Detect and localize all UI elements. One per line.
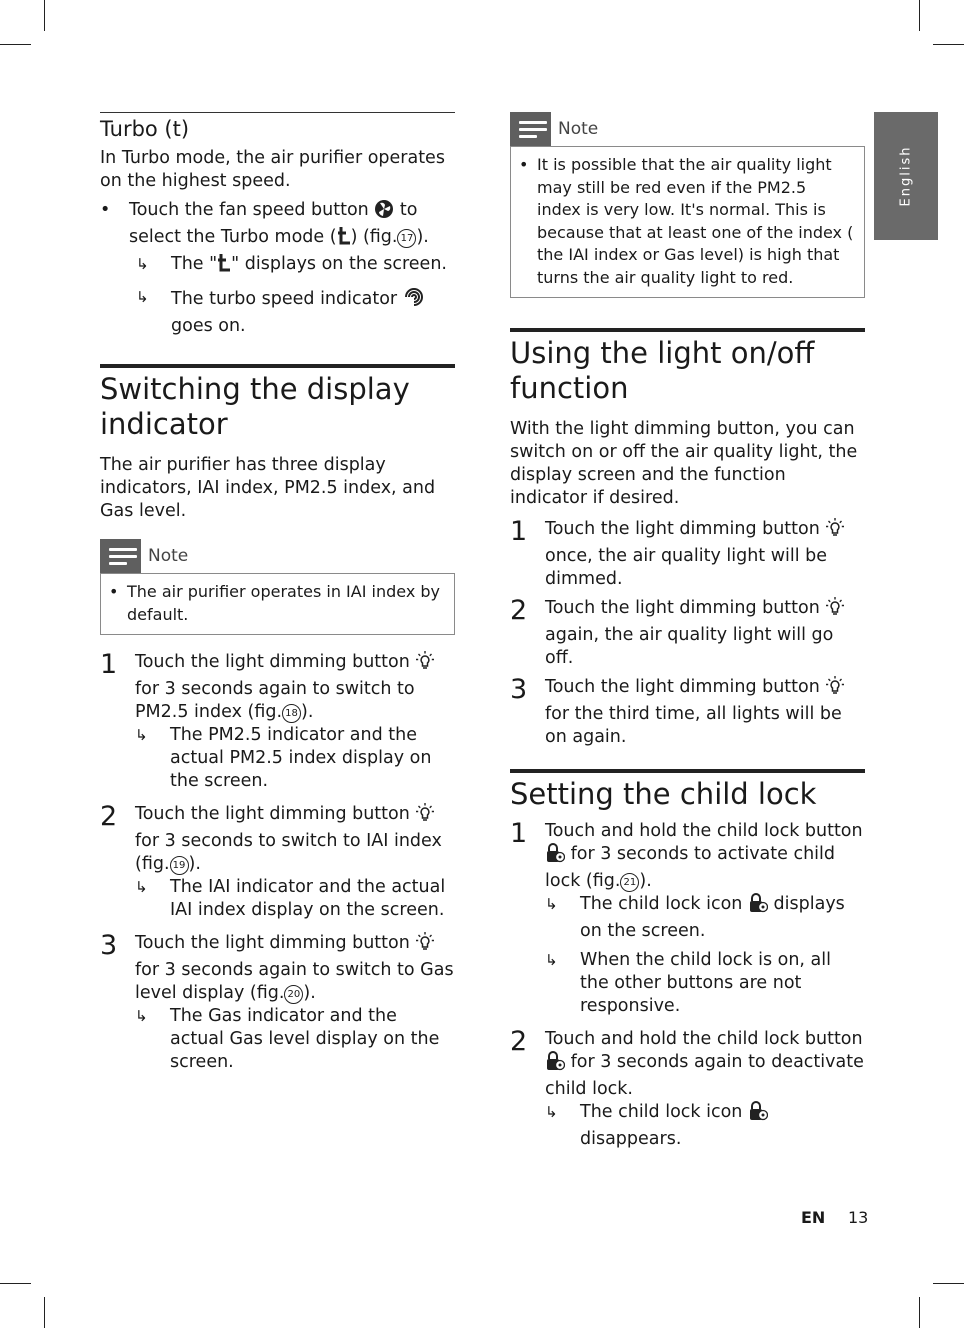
right-column [510, 112, 865, 1151]
lock-icon [545, 843, 565, 870]
turbo-bullet-text: ). [416, 227, 429, 247]
turbo-bullet-text: Touch the fan speed button [129, 200, 369, 220]
fig-number: 19 [170, 856, 189, 875]
turbo-speed-icon [403, 286, 425, 315]
result-text: The child lock icon [580, 1102, 743, 1122]
arrow-marker: ↳ [135, 1007, 148, 1025]
turbo-bullet-text: ) (fig. [350, 227, 398, 247]
step-text: Touch the light dimming button [135, 652, 410, 672]
step-text: for 3 seconds to activate child lock (fig. [545, 844, 836, 891]
crop-mark [44, 1297, 45, 1328]
display-intro: The air purifier has three display indicators, IAI index, PM2.5 index, and Gas level. [100, 455, 436, 521]
child-result [545, 893, 865, 943]
step-text: ). [639, 871, 652, 891]
step-text: Touch the light dimming button [545, 598, 820, 618]
arrow-marker: ↳ [135, 878, 148, 896]
arrow-marker: ↳ [545, 895, 558, 913]
light-step [510, 597, 865, 670]
light-dimming-icon [415, 803, 435, 830]
step-text: Touch the light dimming button [135, 804, 410, 824]
turbo-result-1 [100, 253, 455, 280]
note-icon [100, 539, 141, 573]
step-text: ). [188, 854, 201, 874]
step-number: 3 [100, 930, 118, 961]
result-text: " displays on the screen. [231, 254, 447, 274]
light-steps [510, 518, 865, 749]
step-text: for 3 seconds again to deactivate child lock. [545, 1052, 864, 1099]
light-step [510, 518, 865, 591]
language-tab-label: English [898, 145, 914, 207]
step-result [135, 724, 455, 793]
child-step-1 [510, 820, 865, 1018]
language-tab [874, 112, 938, 240]
light-dimming-icon [415, 651, 435, 678]
step-number: 1 [510, 818, 528, 849]
turbo-intro: In Turbo mode, the air purifier operates on the highest speed. [100, 148, 445, 191]
fig-number: 17 [397, 229, 416, 248]
note-icon [510, 112, 551, 146]
step-text: ). [301, 702, 314, 722]
note-item-text: It is possible that the air quality light may still be red even if the PM2.5 index is very low. It's normal. This is because that at least one of the index ( the IAI index or Gas level) is high that turns the air quality light to red. [537, 155, 854, 287]
turbo-t-icon [217, 253, 231, 280]
light-dimming-icon [825, 676, 845, 703]
crop-mark [919, 1297, 920, 1328]
note-item [519, 154, 854, 289]
bullet-marker: • [519, 155, 529, 174]
child-result [545, 949, 865, 1018]
lock-icon [748, 893, 768, 920]
display-steps [100, 651, 455, 1074]
light-step [510, 676, 865, 749]
light-heading: Using the light on/off function [510, 328, 865, 406]
fan-icon [374, 199, 394, 226]
result-text: The turbo speed indicator [171, 289, 398, 309]
light-dimming-icon [825, 597, 845, 624]
display-step [100, 803, 455, 922]
step-number: 1 [510, 516, 528, 547]
result-text: The PM2.5 indicator and the actual PM2.5 index display on the screen. [170, 725, 432, 791]
display-note [100, 539, 455, 635]
turbo-t-icon [337, 226, 351, 253]
result-text: The Gas indicator and the actual Gas level display on the screen. [170, 1006, 440, 1072]
arrow-marker: ↳ [545, 951, 558, 969]
step-result [135, 1005, 455, 1074]
footer-lang: EN [801, 1208, 826, 1227]
crop-mark [0, 1283, 31, 1284]
crop-mark [919, 0, 920, 31]
crop-mark [0, 44, 31, 45]
crop-mark [933, 44, 964, 45]
page-number: 13 [848, 1208, 869, 1227]
note-item [109, 581, 444, 626]
result-text: When the child lock is on, all the other buttons are not responsive. [580, 950, 832, 1016]
fig-number: 21 [620, 873, 639, 892]
light-intro: With the light dimming button, you can switch on or off the air quality light, the display screen and the function indicator if desired. [510, 419, 858, 508]
child-heading: Setting the child lock [510, 769, 865, 812]
step-number: 3 [510, 674, 528, 705]
arrow-marker: ↳ [545, 1103, 558, 1121]
result-text: The " [171, 254, 218, 274]
left-column [100, 112, 455, 1074]
step-text: for the third time, all lights will be on again. [545, 704, 842, 747]
result-text: disappears. [580, 1129, 682, 1149]
bullet-marker: • [109, 582, 119, 601]
note-box [510, 146, 865, 298]
step-text: Touch and hold the child lock button [545, 1029, 863, 1049]
note-label: Note [148, 546, 189, 566]
step-text: ). [303, 983, 316, 1003]
turbo-heading: Turbo (t) [100, 112, 455, 141]
step-text: once, the air quality light will be dimmed. [545, 546, 828, 589]
note-label: Note [558, 119, 599, 139]
light-dimming-icon [825, 518, 845, 545]
lock-icon [748, 1101, 768, 1128]
child-result [545, 1101, 865, 1151]
step-text: Touch the light dimming button [545, 677, 820, 697]
step-text: for 3 seconds again to switch to PM2.5 index (fig. [135, 679, 415, 722]
arrow-marker: ↳ [135, 726, 148, 744]
step-number: 2 [510, 1026, 528, 1057]
step-text: for 3 seconds to switch to IAI index (fig. [135, 831, 442, 874]
step-result [135, 876, 455, 922]
fig-number: 20 [284, 985, 303, 1004]
step-number: 1 [100, 649, 118, 680]
result-text: goes on. [171, 316, 246, 336]
display-step [100, 932, 455, 1074]
light-dimming-icon [415, 932, 435, 959]
step-text: Touch and hold the child lock button [545, 821, 863, 841]
turbo-bullet-text: to select the Turbo mode ( [129, 200, 418, 247]
bullet-marker: • [100, 200, 111, 220]
result-text: displays on the screen. [580, 894, 845, 941]
step-text: again, the air quality light will go off. [545, 625, 834, 668]
step-text: Touch the light dimming button [545, 519, 820, 539]
quality-note [510, 112, 865, 298]
crop-mark [933, 1283, 964, 1284]
step-text: for 3 seconds again to switch to Gas level display (fig. [135, 960, 454, 1003]
step-number: 2 [510, 595, 528, 626]
arrow-marker: ↳ [136, 255, 149, 273]
display-heading: Switching the display indicator [100, 364, 455, 442]
step-number: 2 [100, 801, 118, 832]
turbo-result-2 [100, 286, 455, 338]
result-text: The child lock icon [580, 894, 743, 914]
lock-icon [545, 1051, 565, 1078]
result-text: The IAI indicator and the actual IAI index display on the screen. [170, 877, 446, 920]
fig-number: 18 [282, 704, 301, 723]
note-item-text: The air purifier operates in IAI index by default. [127, 582, 440, 624]
step-text: Touch the light dimming button [135, 933, 410, 953]
note-header [510, 112, 865, 146]
note-box [100, 573, 455, 635]
note-header [100, 539, 455, 573]
arrow-marker: ↳ [136, 288, 149, 306]
turbo-bullet [100, 199, 455, 253]
display-step [100, 651, 455, 793]
child-step-2 [510, 1028, 865, 1151]
crop-mark [44, 0, 45, 31]
